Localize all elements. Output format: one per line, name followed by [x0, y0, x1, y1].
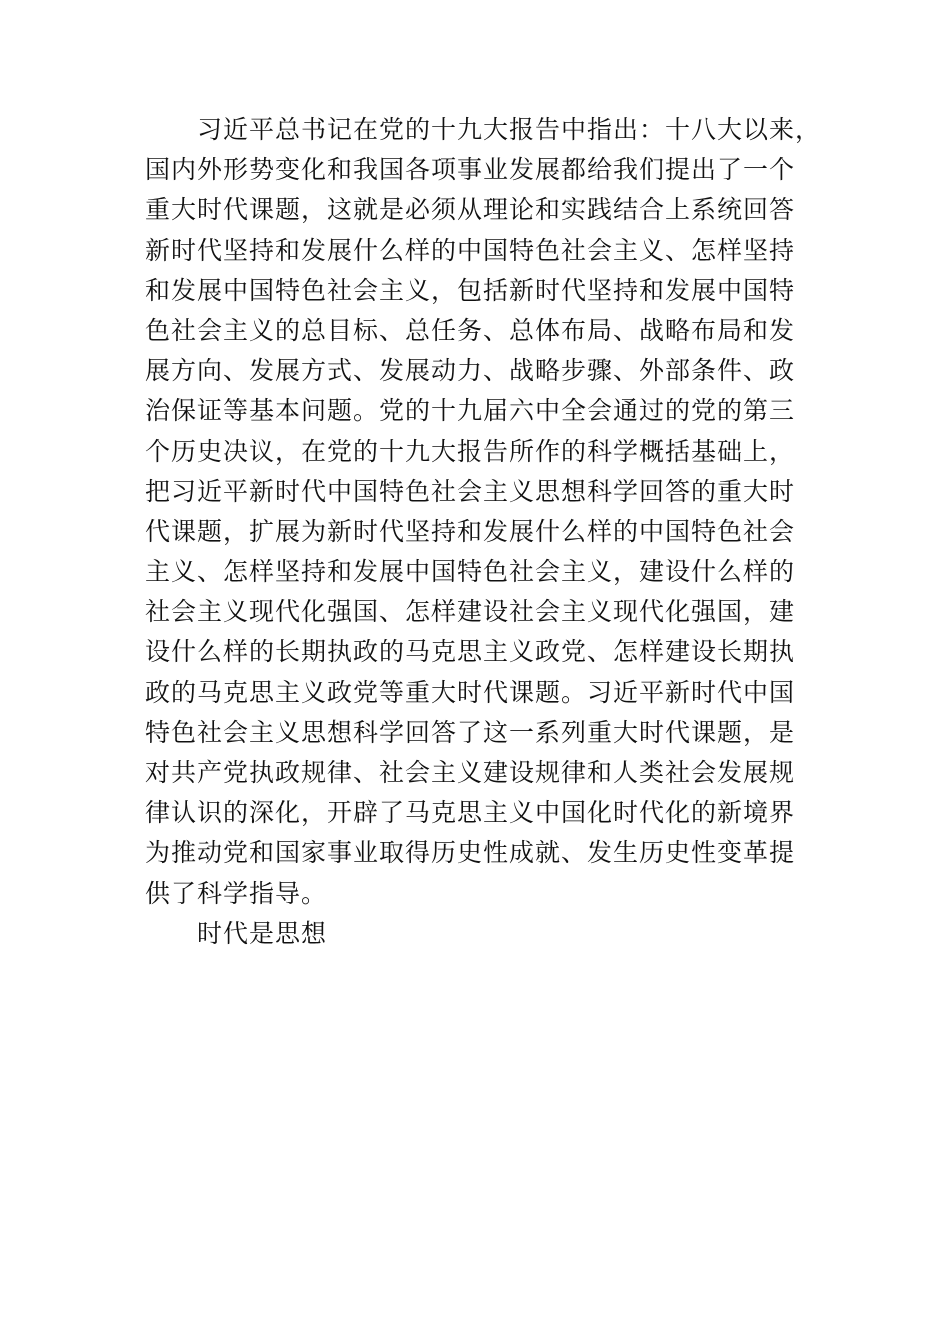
paragraph-line: 代课题，扩展为新时代坚持和发展什么样的中国特色社会 [145, 516, 796, 546]
paragraph-line: 展方向、发展方式、发展动力、战略步骤、外部条件、政 [145, 356, 796, 386]
paragraph-line: 设什么样的长期执政的马克思主义政党、怎样建设长期执 [145, 637, 796, 667]
document-body [145, 110, 835, 954]
paragraph-line: 时代是思想 [197, 918, 328, 948]
paragraph-line: 律认识的深化，开辟了马克思主义中国化时代化的新境界 [145, 798, 796, 828]
paragraph-line: 国内外形势变化和我国各项事业发展都给我们提出了一个 [145, 155, 796, 185]
paragraph-line: 治保证等基本问题。党的十九届六中全会通过的党的第三 [145, 396, 796, 426]
paragraph-line: 政的马克思主义政党等重大时代课题。习近平新时代中国 [145, 677, 796, 707]
paragraph-line: 和发展中国特色社会主义，包括新时代坚持和发展中国特 [145, 275, 796, 305]
paragraph-line: 主义、怎样坚持和发展中国特色社会主义，建设什么样的 [145, 557, 796, 587]
paragraph-line: 对共产党执政规律、社会主义建设规律和人类社会发展规 [145, 758, 796, 787]
paragraph-line: 特色社会主义思想科学回答了这一系列重大时代课题，是 [145, 717, 796, 747]
paragraph-line: 个历史决议，在党的十九大报告所作的科学概括基础上， [145, 436, 796, 466]
paragraph-line: 把习近平新时代中国特色社会主义思想科学回答的重大时 [145, 476, 796, 506]
paragraph-line: 习近平总书记在党的十九大报告中指出：十八大以来， [197, 115, 822, 144]
paragraph [145, 110, 835, 914]
paragraph-line: 重大时代课题，这就是必须从理论和实践结合上系统回答 [145, 195, 796, 225]
paragraph-line: 为推动党和国家事业取得历史性成就、发生历史性变革提 [145, 838, 796, 868]
paragraph [145, 914, 835, 954]
paragraph-line: 色社会主义的总目标、总任务、总体布局、战略布局和发 [145, 315, 796, 345]
paragraph-line: 新时代坚持和发展什么样的中国特色社会主义、怎样坚持 [145, 235, 796, 265]
paragraph-line: 社会主义现代化强国、怎样建设社会主义现代化强国，建 [145, 597, 796, 627]
paragraph-line: 供了科学指导。 [145, 878, 328, 908]
